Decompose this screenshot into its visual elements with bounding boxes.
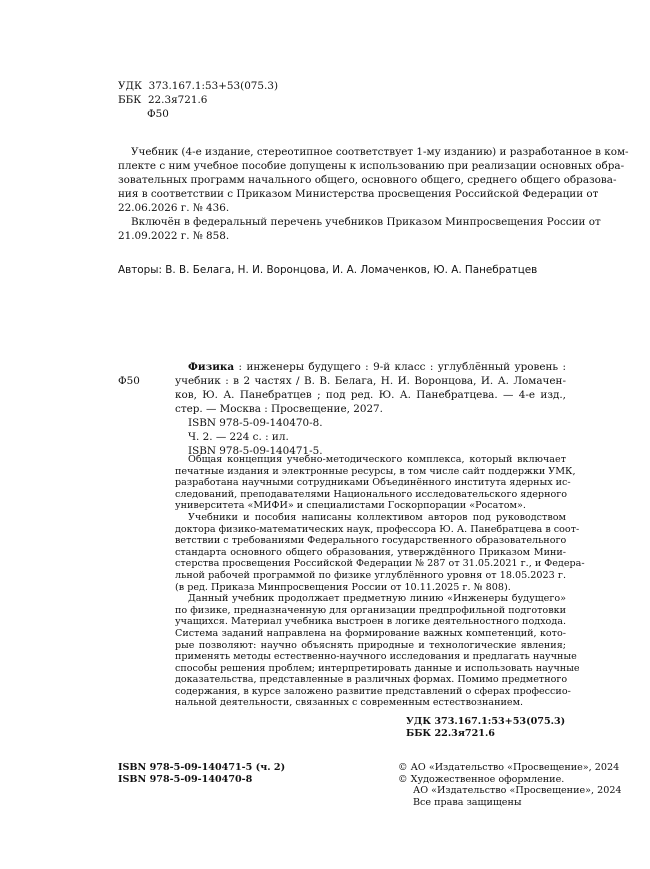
authors-line: Авторы: В. В. Белага, Н. И. Воронцова, И. А. Ломаченков, Ю. А. Панебратцев [118,264,538,276]
annotation-line: печатные издания и электронные ресурсы, в том числе сайт поддержки УМК, [175,465,576,477]
annotation-line: льной рабочей программой по физике углублённого уровня от 18.05.2023 г. [175,569,566,581]
author-sign: Ф50 [147,108,169,120]
record-line: ков, Ю. А. Панебратцев ; под ред. Ю. А. Панебратцева. — 4-е изд., [175,389,566,401]
approval-line: Учебник (4-е издание, стереотипное соответствует 1-му изданию) и разработанное в ком- [131,146,629,158]
record-title-rest: : инженеры будущего : 9-й класс : углублённый уровень : [234,361,566,373]
annotation-line: следований, преподавателями Национального исследовательского ядерного [175,488,568,500]
annotation-line: (в ред. Приказа Минпросвещения России от 10.11.2025 г. № 808). [175,581,511,593]
annotation-line: стерства просвещения Российской Федерации № 287 от 31.05.2021 г., и Федера- [175,558,585,570]
annotation-line: разработана научными сотрудниками Объединённого института ядерных ис- [175,477,571,489]
approval-line: плекте с ним учебное пособие допущены к использованию при реализации основных обра- [118,160,625,172]
annotation-line: стандарта основного общего образования, утверждённого Приказом Мини- [175,546,566,558]
annotation-line: Учебники и пособия написаны коллективом авторов под руководством [188,511,566,523]
record-line: стер. — Москва : Просвещение, 2027. [175,403,383,415]
record-title: Физика [188,361,235,373]
federal-list-line: 21.09.2022 г. № 858. [118,230,230,242]
record-isbn-part: ISBN 978-5-09-140471-5. [188,445,323,457]
annotation-line: университета «МИФИ» и специалистами Госкорпорации «Росатом». [175,500,526,512]
approval-line: ния в соответствии с Приказом Министерства просвещения Российской Федерации от [118,188,599,200]
annotation-line: применять методы естественно-научного исследования и предлагать научные [175,651,577,663]
federal-list-paragraph [118,215,601,243]
federal-list-line: Включён в федеральный перечень учебников Приказом Минпросвещения России от [131,216,601,228]
copyright-line: Все права защищены [413,796,522,808]
footer-isbn-line: ISBN 978-5-09-140470-8 [118,773,253,785]
approval-line: 22.06.2026 г. № 436. [118,202,230,214]
annotation-line: рые позволяют: научно объяснять природные и технологические явления; [175,639,566,651]
record-sign: Ф50 [118,375,140,387]
record-part: Ч. 2. — 224 с. : ил. [188,431,289,443]
annotation-line: учащихся. Материал учебника выстроен в логике деятельностного подхода. [175,616,566,628]
annotation-line: Система заданий направлена на формирование важных компетенций, кото- [175,627,566,639]
bibliographic-record [175,360,566,458]
footer-copyright [398,762,622,808]
footer-isbn [118,762,285,785]
annotation-line: ветствии с требованиями Федерального государственного образовательного [175,535,567,547]
annotation-paragraph-1 [175,454,576,512]
annotation-line: содержания, в курсе заложено развитие представлений о сферах профессио- [175,685,571,697]
bbk-value: 22.3я721.6 [147,94,208,106]
annotation-paragraph-2 [175,511,585,593]
copyright-line: © АО «Издательство «Просвещение», 2024 [398,762,620,773]
record-udk: УДК 373.167.1:53+53(075.3) [406,716,566,727]
annotation-paragraph-3 [175,593,580,709]
approval-line: зовательных программ начального общего, основного общего, среднего общего образова- [118,174,617,186]
annotation-line: доктора физико-математических наук, профессора Ю. А. Панебратцева в соот- [175,523,580,535]
copyright-line: АО «Издательство «Просвещение», 2024 [413,785,622,797]
udk-label: УДК [118,80,142,92]
record-isbn-set: ISBN 978-5-09-140470-8. [188,417,323,429]
annotation-line: Данный учебник продолжает предметную линию «Инженеры будущего» [188,593,566,605]
annotation-line: Общая концепция учебно-методического комплекса, который включает [188,454,566,465]
classification-block [118,79,278,121]
annotation-line: нальной деятельности, связанных с современным естествознанием. [175,697,524,709]
udk-value: 373.167.1:53+53(075.3) [148,80,278,92]
approval-paragraph [118,145,629,215]
annotation-line: способы решения проблем; интерпретировать данные и использовать научные [175,662,580,674]
copyright-line: © Художественное оформление. [398,773,565,785]
bbk-label: ББК [118,94,142,106]
record-codes [406,716,565,739]
footer-isbn-line: ISBN 978-5-09-140471-5 (ч. 2) [118,762,286,773]
annotation [175,454,585,709]
record-line: учебник : в 2 частях / В. В. Белага, Н. И. Воронцова, И. А. Ломачен- [175,375,566,387]
annotation-line: доказательства, представленные в различных формах. Помимо предметного [175,674,568,686]
record-bbk: ББК 22.3я721.6 [406,727,495,739]
record-title-line [175,360,566,374]
annotation-line: по физике, предназначенную для организации предпрофильной подготовки [175,604,566,616]
